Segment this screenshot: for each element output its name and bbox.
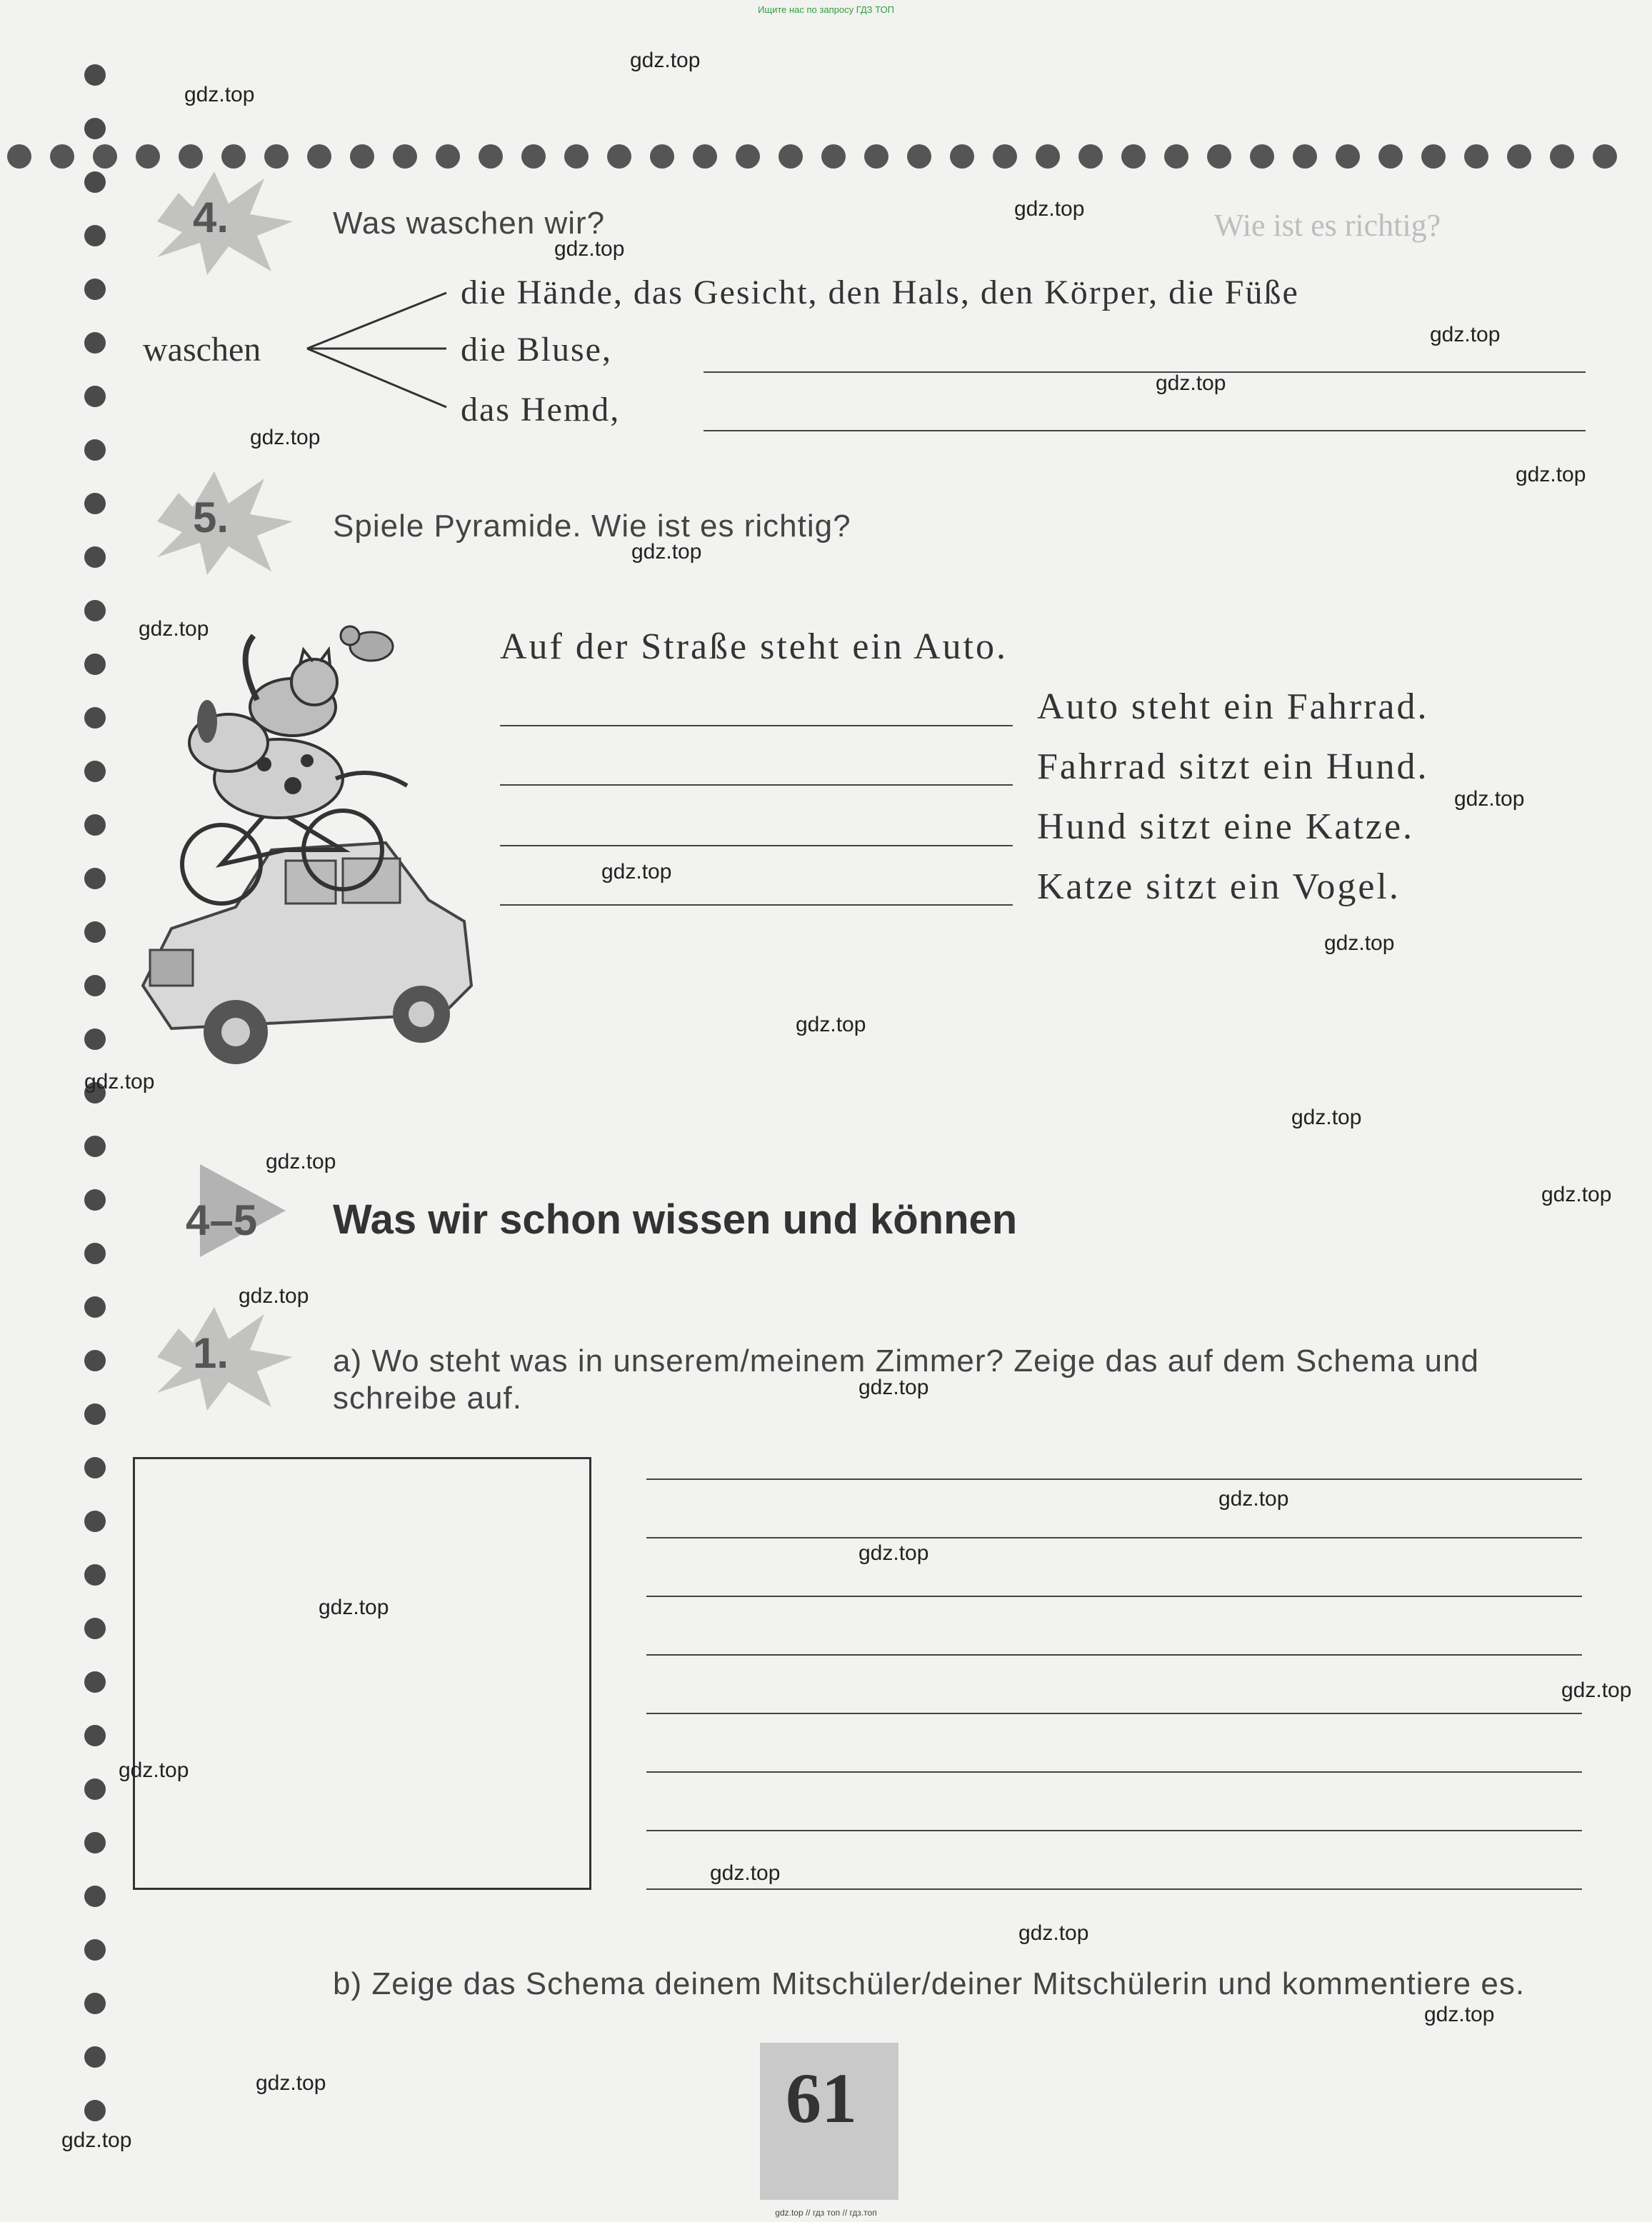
pyramid-illustration	[129, 614, 486, 1100]
footer-text: gdz.top // гдз топ // гдз.топ	[775, 2208, 877, 2218]
pyramid-line-5: Katze sitzt ein Vogel.	[1037, 866, 1401, 907]
pyramid-line-1: Auf der Straße steht ein Auto.	[500, 626, 1008, 667]
answer-line[interactable]	[646, 1537, 1582, 1538]
task-1-part-b: b) Zeige das Schema deinem Mitschüler/deiner Mitschülerin und kommentiere es.	[333, 1966, 1526, 2001]
answer-line[interactable]	[704, 371, 1586, 373]
wash-item-2: die Bluse,	[461, 331, 612, 369]
answer-line[interactable]	[646, 1713, 1582, 1714]
answer-line[interactable]	[646, 1596, 1582, 1597]
watermark: gdz.top	[256, 2071, 326, 2095]
watermark: gdz.top	[139, 617, 209, 641]
connector-lines	[304, 286, 461, 429]
watermark: gdz.top	[1018, 1921, 1089, 1945]
watermark: gdz.top	[119, 1758, 189, 1782]
watermark: gdz.top	[1156, 371, 1226, 395]
watermark: gdz.top	[239, 1284, 309, 1308]
watermark: gdz.top	[710, 1861, 781, 1885]
watermark: gdz.top	[1454, 787, 1525, 811]
task-5-prompt: Spiele Pyramide. Wie ist es richtig?	[333, 509, 851, 544]
answer-line[interactable]	[500, 725, 1013, 726]
task-4-prompt: Was waschen wir?	[333, 206, 606, 241]
watermark: gdz.top	[266, 1150, 336, 1173]
wash-item-1: die Hände, das Gesicht, den Hals, den Körper, die Füße	[461, 274, 1299, 311]
task-1-number: 1.	[193, 1329, 229, 1377]
watermark: gdz.top	[858, 1541, 929, 1565]
task-4-number: 4.	[193, 194, 229, 241]
watermark: gdz.top	[1430, 323, 1501, 346]
ghost-text: Wie ist es richtig?	[1214, 208, 1441, 243]
wash-item-3: das Hemd,	[461, 391, 621, 429]
answer-line[interactable]	[646, 1478, 1582, 1480]
watermark: gdz.top	[184, 83, 255, 106]
watermark: gdz.top	[1014, 197, 1085, 221]
watermark: gdz.top	[631, 540, 702, 564]
answer-line[interactable]	[646, 1654, 1582, 1656]
section-number: 4–5	[186, 1196, 258, 1244]
pyramid-line-2: Auto steht ein Fahrrad.	[1037, 686, 1429, 727]
watermark: gdz.top	[61, 2128, 132, 2152]
watermark: gdz.top	[84, 1070, 155, 1094]
watermark: gdz.top	[630, 49, 701, 72]
watermark: gdz.top	[1561, 1678, 1632, 1702]
pyramid-line-4: Hund sitzt eine Katze.	[1037, 806, 1415, 847]
answer-line[interactable]	[500, 904, 1013, 906]
watermark: gdz.top	[1424, 2003, 1495, 2026]
watermark: gdz.top	[1516, 463, 1586, 486]
watermark: gdz.top	[601, 860, 672, 884]
top-banner: Ищите нас по запросу ГДЗ ТОП	[758, 4, 894, 15]
watermark: gdz.top	[1324, 931, 1395, 955]
verb-waschen: waschen	[143, 331, 261, 369]
answer-line[interactable]	[500, 845, 1013, 846]
pyramid-line-3: Fahrrad sitzt ein Hund.	[1037, 746, 1429, 787]
watermark: gdz.top	[1218, 1487, 1289, 1511]
answer-line[interactable]	[646, 1830, 1582, 1831]
watermark: gdz.top	[319, 1596, 389, 1619]
answer-line[interactable]	[646, 1888, 1582, 1890]
answer-line[interactable]	[704, 430, 1586, 431]
watermark: gdz.top	[250, 426, 321, 449]
watermark: gdz.top	[796, 1013, 866, 1036]
answer-line[interactable]	[646, 1771, 1582, 1773]
page-number: 61	[786, 2058, 857, 2138]
watermark: gdz.top	[1291, 1106, 1362, 1129]
task-1-part-a: a) Wo steht was in unserem/meinem Zimmer? Zeige das auf dem Schema und schreibe auf.	[333, 1343, 1479, 1416]
schema-drawing-box[interactable]	[133, 1457, 591, 1890]
watermark: gdz.top	[858, 1376, 929, 1399]
watermark: gdz.top	[1541, 1183, 1612, 1206]
watermark: gdz.top	[554, 237, 625, 261]
answer-line[interactable]	[500, 784, 1013, 786]
task-5-number: 5.	[193, 494, 229, 541]
section-title: Was wir schon wissen und können	[333, 1196, 1018, 1243]
